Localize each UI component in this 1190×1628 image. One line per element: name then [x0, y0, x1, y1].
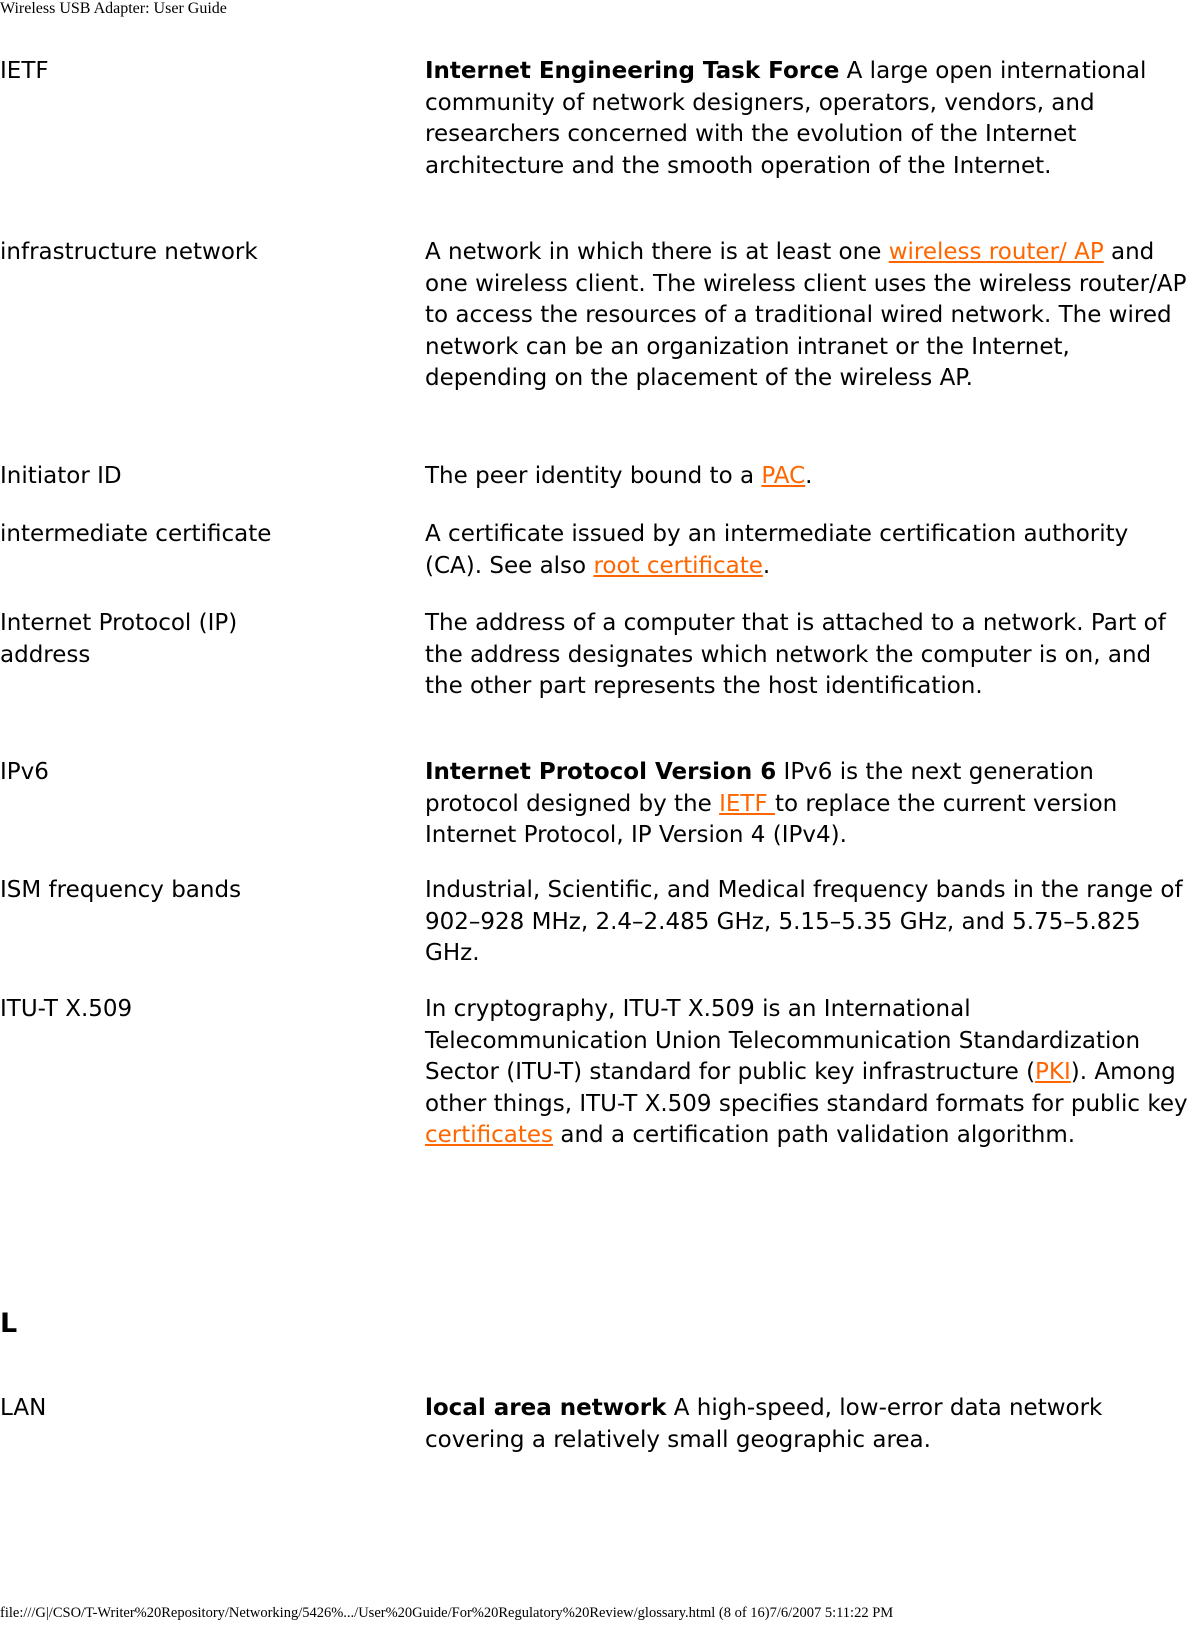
- term: Initiator ID: [0, 463, 122, 489]
- definition: [425, 757, 1190, 852]
- definition: [425, 237, 1190, 395]
- definition-text: and one wireless client. The wireless client uses the wireless router/AP to access the resources of a traditional wired network. The wired network can be an organization intranet or the Internet, depending on the placement of the wireless AP.: [425, 239, 1187, 391]
- definition-text: ). Among other things, ITU-T X.509 specifies standard formats for public key: [425, 1059, 1188, 1117]
- definition-bold: Internet Protocol Version 6: [425, 759, 777, 785]
- definition-text: .: [805, 463, 813, 489]
- link-root-certificate[interactable]: root certificate: [593, 552, 763, 579]
- definition: [425, 519, 1190, 582]
- definition: [425, 994, 1190, 1152]
- page-footer: file:///G|/CSO/T-Writer%20Repository/Networking/5426%.../User%20Guide/For%20Regulatory%20Review/glossary.html (8 of 16)7/6/2007 5:11:22 PM: [0, 1605, 894, 1621]
- definition-text: A high-speed, low-error data network covering a relatively small geographic area.: [425, 1395, 1103, 1453]
- definition-text: In cryptography, ITU-T X.509 is an International Telecommunication Union Telecommunication Standardization Sector (ITU-T) standard for public key infrastructure (: [425, 996, 1141, 1085]
- term: ISM frequency bands: [0, 877, 242, 903]
- definition: [425, 461, 1190, 493]
- term: ITU-T X.509: [0, 996, 133, 1022]
- definition: [425, 1393, 1190, 1456]
- link-certificates[interactable]: certificates: [425, 1122, 554, 1148]
- term: LAN: [0, 1395, 47, 1421]
- definition: Industrial, Scientific, and Medical frequency bands in the range of 902–928 MHz, 2.4–2.485 GHz, 5.15–5.35 GHz, and 5.75–5.825 GHz.: [425, 877, 1183, 966]
- definition-text: IPv6 is the next generation protocol designed by the: [425, 759, 1094, 817]
- page-header: Wireless USB Adapter: User Guide: [0, 0, 227, 17]
- term: Internet Protocol (IP) address: [0, 610, 238, 668]
- definition-text: to replace the current version Internet Protocol, IP Version 4 (IPv4).: [425, 790, 1118, 848]
- term: IETF: [0, 58, 49, 84]
- definition-text: and a certification path validation algorithm.: [553, 1122, 1076, 1148]
- definition-bold: local area network: [425, 1395, 667, 1421]
- link-pki[interactable]: PKI: [1035, 1059, 1071, 1085]
- section-heading-l: L: [0, 1308, 18, 1339]
- definition: [425, 56, 1190, 182]
- link-wireless-router-ap[interactable]: wireless router/ AP: [888, 239, 1104, 265]
- definition-text: The peer identity bound to a: [425, 463, 762, 489]
- definition-text: A large open international community of network designers, operators, vendors, and researchers concerned with the evolution of the Internet architecture and the smooth operation of the Internet.: [425, 58, 1147, 179]
- definition-bold: Internet Engineering Task Force: [425, 58, 840, 84]
- definition-text: .: [762, 552, 771, 579]
- term: IPv6: [0, 759, 49, 785]
- link-ietf[interactable]: IETF: [719, 790, 775, 817]
- definition: The address of a computer that is attached to a network. Part of the address designates which network the computer is on, and the other part represents the host identification.: [425, 610, 1166, 699]
- definition-text: A network in which there is at least one: [425, 239, 889, 265]
- definition-text: A certificate issued by an intermediate certification authority (CA). See also: [425, 521, 1129, 579]
- link-pac[interactable]: PAC: [761, 463, 806, 489]
- term: intermediate certificate: [0, 521, 272, 547]
- term: infrastructure network: [0, 239, 258, 265]
